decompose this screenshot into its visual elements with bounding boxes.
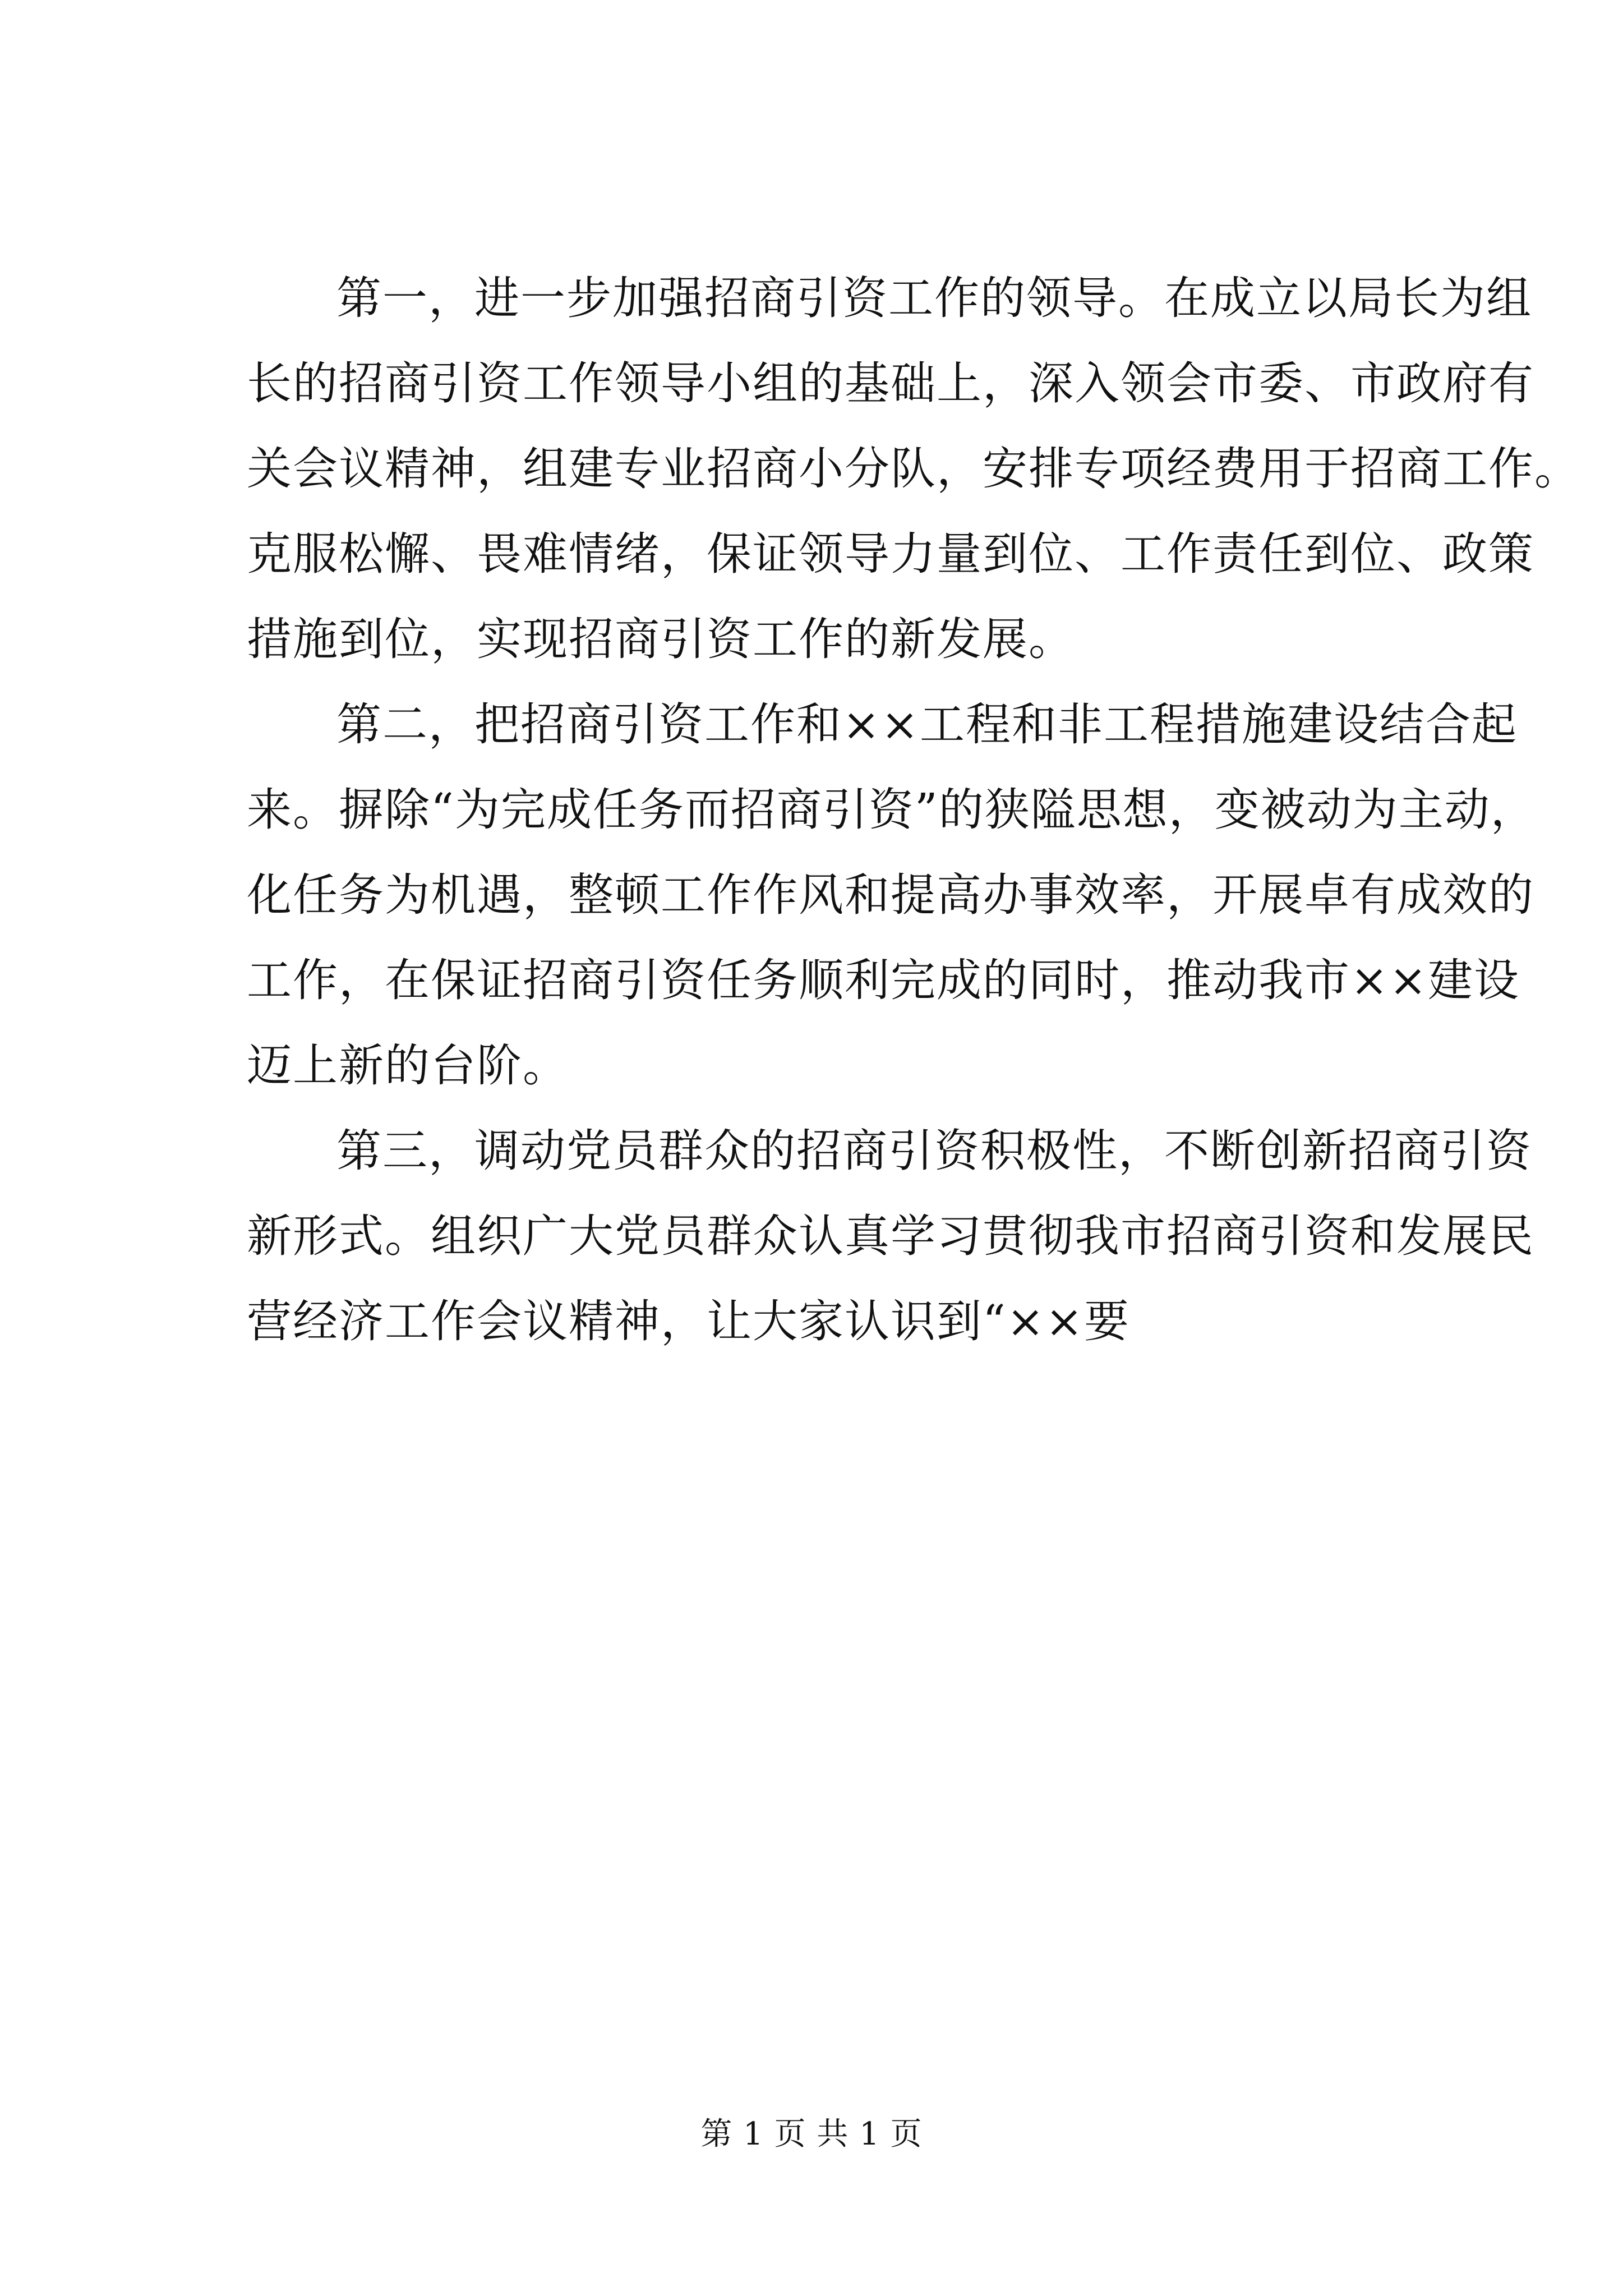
page-number-footer: 第 1 页 共 1 页 (700, 2116, 923, 2152)
paragraph-1-line-1: 第一，进一步加强招商引资工作的领导。在成立以局长为组 (336, 272, 1532, 324)
paragraph-3-line-3: 营经济工作会议精神，让大家认识到“××要 (247, 1295, 1130, 1347)
paragraph-1 (247, 256, 1580, 682)
paragraph-2-line-3: 化任务为机遇，整顿工作作风和提高办事效率，开展卓有成效的 (247, 869, 1534, 921)
paragraph-3-line-2: 新形式。组织广大党员群众认真学习贯彻我市招商引资和发展民 (247, 1210, 1534, 1262)
paragraph-1-line-5: 措施到位，实现招商引资工作的新发展。 (247, 613, 1075, 665)
paragraph-2-line-4: 工作，在保证招商引资任务顺利完成的同时，推动我市××建设 (247, 954, 1520, 1006)
paragraph-2 (247, 682, 1537, 1108)
paragraph-2-line-2: 来。摒除“为完成任务而招商引资”的狭隘思想，变被动为主动， (247, 784, 1537, 836)
paragraph-2-line-5: 迈上新的台阶。 (247, 1039, 569, 1092)
paragraph-1-line-2: 长的招商引资工作领导小组的基础上，深入领会市委、市政府有 (247, 357, 1534, 409)
paragraph-2-line-1: 第二，把招商引资工作和××工程和非工程措施建设结合起 (336, 698, 1518, 751)
paragraph-3 (247, 1108, 1534, 1364)
paragraph-3-line-1: 第三，调动党员群众的招商引资积极性，不断创新招商引资 (336, 1125, 1532, 1177)
paragraph-1-line-4: 克服松懈、畏难情绪，保证领导力量到位、工作责任到位、政策 (247, 528, 1534, 580)
document-body (247, 256, 1580, 1364)
paragraph-1-line-3: 关会议精神，组建专业招商小分队，安排专项经费用于招商工作。 (247, 443, 1580, 495)
